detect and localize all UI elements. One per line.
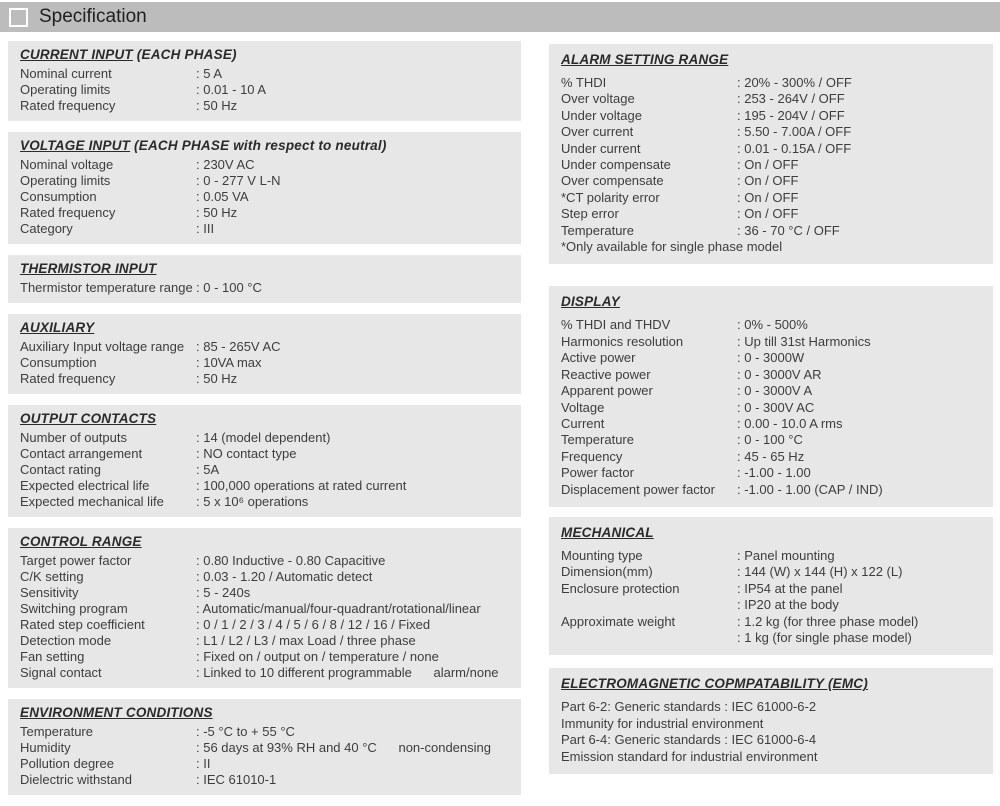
spec-row-label	[561, 597, 737, 613]
spec-row	[20, 494, 513, 510]
spec-row-label: Power factor	[561, 465, 634, 481]
spec-row-value: : Fixed on / output on / temperature / none	[196, 649, 439, 664]
spec-row	[20, 205, 513, 221]
section-title-suffix: (EACH PHASE with respect to neutral)	[130, 138, 387, 153]
spec-row-label: Nominal current	[20, 66, 112, 81]
spec-row-value: : 50 Hz	[196, 98, 238, 113]
spec-row-value: : -5 °C to + 55 °C	[196, 724, 295, 739]
spec-row-label: Signal contact	[20, 665, 102, 680]
spec-row-label: Enclosure protection	[561, 580, 680, 596]
spec-row-value: : 36 - 70 °C / OFF	[737, 222, 840, 238]
spec-row	[20, 772, 513, 788]
spec-row-value: : 195 - 204V / OFF	[737, 107, 845, 123]
spec-row	[20, 601, 513, 617]
spec-row-value: : 0 / 1 / 2 / 3 / 4 / 5 / 6 / 8 / 12 / 16 / Fixed	[196, 617, 431, 632]
spec-row-label	[561, 630, 737, 646]
spec-row-value: : Panel mounting	[737, 547, 835, 563]
spec-row	[20, 756, 513, 772]
spec-row-value: : 0.05 VA	[196, 189, 249, 204]
spec-row	[561, 206, 985, 222]
spec-row-label: Rated step coefficient	[20, 617, 145, 632]
section-title-text: VOLTAGE INPUT	[20, 138, 131, 153]
section-title	[20, 704, 513, 721]
spec-row-label: Rated frequency	[20, 371, 116, 386]
spec-row-value: : 0 - 277 V L-N	[196, 173, 281, 188]
spec-row-label: *CT polarity error	[561, 189, 660, 205]
spec-row-value: : 100,000 operations at rated current	[196, 478, 407, 493]
spec-row-value: : L1 / L2 / L3 / max Load / three phase	[196, 633, 416, 648]
spec-line: Part 6-2: Generic standards : IEC 61000-6-2	[561, 699, 817, 715]
section-title	[20, 260, 513, 277]
spec-row-value: : 230V AC	[196, 157, 255, 172]
spec-row-label: Harmonics resolution	[561, 333, 684, 349]
spec-section-voltage-input	[8, 132, 521, 244]
spec-row	[20, 82, 513, 98]
spec-row-value: : 0% - 500%	[737, 317, 808, 333]
spec-row	[561, 317, 985, 333]
spec-row	[20, 740, 513, 756]
spec-row-label: Number of outputs	[20, 430, 127, 445]
spec-row	[561, 432, 985, 448]
spec-row-value: : 56 days at 93% RH and 40 °C non-condensing	[196, 740, 491, 755]
spec-row	[561, 190, 985, 206]
spec-row	[20, 430, 513, 446]
spec-row-label: Humidity	[20, 740, 71, 755]
spec-row-value: : II	[196, 756, 211, 771]
spec-row-label: Approximate weight	[561, 613, 676, 629]
spec-row	[561, 124, 985, 140]
spec-row-label: Switching program	[20, 601, 128, 616]
spec-row-value: : 0 - 300V AC	[737, 399, 815, 415]
spec-section-display	[549, 286, 993, 506]
section-title-text: MECHANICAL	[561, 524, 654, 540]
spec-row-label: Target power factor	[20, 553, 132, 568]
section-title-text: CURRENT INPUT	[20, 47, 133, 62]
spec-column-left	[8, 41, 521, 806]
spec-row	[561, 334, 985, 350]
spec-row	[561, 630, 985, 646]
spec-section-output-contacts	[8, 405, 521, 517]
spec-row-value: : 45 - 65 Hz	[737, 448, 805, 464]
spec-row-value: : On / OFF	[737, 189, 799, 205]
spec-row	[561, 465, 985, 481]
section-title-text: OUTPUT CONTACTS	[20, 411, 157, 426]
spec-row-label: Current	[561, 415, 605, 431]
spec-row-label: Step error	[561, 206, 619, 222]
section-title-text: CONTROL RANGE	[20, 534, 142, 549]
spec-row-label: % THDI	[561, 75, 607, 90]
spec-row-label: Over compensate	[561, 173, 664, 189]
spec-row-value: : 5 A	[196, 66, 223, 81]
spec-row-value: : -1.00 - 1.00 (CAP / IND)	[737, 481, 883, 497]
spec-row	[561, 108, 985, 124]
spec-row	[561, 350, 985, 366]
spec-row	[561, 173, 985, 189]
spec-section-thermistor-input	[8, 255, 521, 303]
spec-row-label: Active power	[561, 350, 636, 366]
section-title-text: AUXILIARY	[20, 320, 95, 335]
spec-row-label: Pollution degree	[20, 756, 114, 771]
section-title-suffix: (EACH PHASE)	[132, 47, 237, 62]
section-title	[561, 293, 985, 310]
spec-row-label: Over voltage	[561, 91, 635, 107]
spec-row-value: : 5.50 - 7.00A / OFF	[737, 124, 852, 140]
spec-row-value: : 0.01 - 0.15A / OFF	[737, 140, 852, 156]
spec-row	[20, 98, 513, 114]
spec-row-label: Consumption	[20, 355, 97, 370]
spec-row	[20, 189, 513, 205]
spec-row-label: Operating limits	[20, 173, 111, 188]
square-outline-icon	[9, 8, 28, 27]
spec-row	[561, 223, 985, 239]
section-title-text: ENVIRONMENT CONDITIONS	[20, 705, 213, 720]
spec-row-label: Dielectric withstand	[20, 772, 132, 787]
spec-row-label: Dimension(mm)	[561, 564, 653, 580]
spec-row-label: Operating limits	[20, 82, 111, 97]
spec-row-label: Over current	[561, 124, 634, 140]
spec-row-value: : IEC 61010-1	[196, 772, 277, 787]
spec-section-environment-conditions	[8, 699, 521, 795]
section-title	[561, 51, 985, 68]
spec-row	[561, 157, 985, 173]
spec-section-auxiliary	[8, 314, 521, 394]
spec-row	[561, 91, 985, 107]
spec-row	[561, 416, 985, 432]
spec-row-label: Reactive power	[561, 366, 651, 382]
section-title	[20, 410, 513, 427]
spec-row-label: Sensitivity	[20, 585, 79, 600]
spec-row-value: : 253 - 264V / OFF	[737, 91, 845, 107]
spec-row-value: : 85 - 265V AC	[196, 339, 281, 354]
spec-row-value: : 14 (model dependent)	[196, 430, 331, 445]
spec-row	[20, 553, 513, 569]
spec-row-label: Fan setting	[20, 649, 85, 664]
spec-row-value: : III	[196, 221, 215, 236]
spec-row-value: : 0.01 - 10 A	[196, 82, 267, 97]
section-title	[20, 137, 513, 154]
spec-row	[561, 597, 985, 613]
spec-row-label: Contact rating	[20, 462, 101, 477]
spec-row	[561, 548, 985, 564]
spec-row-value: : 20% - 300% / OFF	[737, 75, 852, 90]
spec-row-value: : 0 - 3000W	[737, 350, 805, 366]
spec-row	[561, 581, 985, 597]
spec-row-label: Under voltage	[561, 107, 642, 123]
spec-row-value: : On / OFF	[737, 206, 799, 222]
spec-section-control-range	[8, 528, 521, 688]
spec-row-label: Rated frequency	[20, 205, 116, 220]
spec-row-label: Contact arrangement	[20, 446, 143, 461]
spec-row-value: : 0.03 - 1.20 / Automatic detect	[196, 569, 373, 584]
spec-row-label: % THDI and THDV	[561, 317, 671, 333]
section-title	[561, 675, 985, 692]
spec-row-label: Nominal voltage	[20, 157, 114, 172]
spec-row-label: Temperature	[20, 724, 93, 739]
spec-row	[20, 221, 513, 237]
spec-row-label: Under current	[561, 140, 641, 156]
spec-row-value: : 5 - 240s	[196, 585, 251, 600]
spec-row-label: Apparent power	[561, 383, 653, 399]
spec-row	[20, 173, 513, 189]
spec-row	[561, 75, 985, 91]
spec-row-value: : 1 kg (for single phase model)	[737, 629, 912, 645]
spec-row-label: Temperature	[561, 222, 634, 238]
spec-row-value: : 50 Hz	[196, 205, 238, 220]
spec-row-label: Mounting type	[561, 547, 643, 563]
spec-section-electromagnetic-compatibility-emc	[549, 668, 993, 774]
spec-row	[20, 617, 513, 633]
page-title: Specification	[39, 6, 147, 27]
section-title-text: DISPLAY	[561, 294, 620, 310]
spec-row-value: : On / OFF	[737, 157, 799, 173]
spec-row	[20, 649, 513, 665]
spec-row	[561, 614, 985, 630]
spec-row-label: C/K setting	[20, 569, 84, 584]
spec-row	[561, 367, 985, 383]
spec-row-value: : 10VA max	[196, 355, 262, 370]
spec-column-right	[549, 44, 993, 785]
section-title	[20, 319, 513, 336]
spec-row-value: : Linked to 10 different programmable alarm/none	[196, 665, 499, 680]
spec-row-value: : On / OFF	[737, 173, 799, 189]
spec-row-value: : NO contact type	[196, 446, 297, 461]
spec-row	[20, 665, 513, 681]
spec-row	[20, 462, 513, 478]
spec-row-label: Thermistor temperature range	[20, 280, 193, 295]
spec-row	[561, 400, 985, 416]
section-title	[561, 524, 985, 541]
spec-row-label: Expected electrical life	[20, 478, 150, 493]
spec-row-label: Expected mechanical life	[20, 494, 164, 509]
spec-row	[561, 564, 985, 580]
spec-row-value: : 0 - 3000V AR	[737, 366, 822, 382]
spec-row-value: : 0.00 - 10.0 A rms	[737, 415, 843, 431]
spec-row-label: Temperature	[561, 432, 634, 448]
spec-section-alarm-setting-range	[549, 44, 993, 264]
spec-row	[20, 446, 513, 462]
spec-row	[561, 141, 985, 157]
spec-row	[561, 449, 985, 465]
spec-row-label: Rated frequency	[20, 98, 116, 113]
spec-row-value: : 1.2 kg (for three phase model)	[737, 613, 919, 629]
section-title-text: ALARM SETTING RANGE	[561, 52, 729, 67]
spec-row-label: Voltage	[561, 399, 605, 415]
spec-row-label: Detection mode	[20, 633, 112, 648]
spec-row-value: : 50 Hz	[196, 371, 238, 386]
spec-row-value: : 0 - 100 °C	[737, 432, 803, 448]
spec-line: Emission standard for industrial environment	[561, 748, 818, 764]
spec-row	[20, 585, 513, 601]
spec-row	[20, 569, 513, 585]
spec-row	[561, 482, 985, 498]
spec-section-current-input	[8, 41, 521, 121]
spec-row-value: : 0.80 Inductive - 0.80 Capacitive	[196, 553, 386, 568]
spec-row-label: Under compensate	[561, 157, 671, 173]
section-title-text: ELECTROMAGNETIC COPMPATABILITY (EMC)	[561, 676, 868, 692]
spec-section-mechanical	[549, 517, 993, 655]
spec-line: Immunity for industrial environment	[561, 715, 764, 731]
spec-row	[20, 633, 513, 649]
section-title-text: THERMISTOR INPUT	[20, 261, 157, 276]
spec-row-value: : 5A	[196, 462, 220, 477]
spec-row	[20, 280, 513, 296]
spec-row-value: : 0 - 100 °C	[196, 280, 262, 295]
spec-row-label: Frequency	[561, 448, 623, 464]
spec-row-value: : 0 - 3000V A	[737, 383, 813, 399]
spec-row	[20, 157, 513, 173]
spec-row-value: : -1.00 - 1.00	[737, 465, 811, 481]
spec-line: Part 6-4: Generic standards : IEC 61000-6-4	[561, 732, 817, 748]
spec-row-label: Consumption	[20, 189, 97, 204]
spec-row-value: : 5 x 10⁶ operations	[196, 494, 309, 509]
spec-row	[561, 383, 985, 399]
header-bar	[0, 2, 1000, 32]
spec-row	[20, 724, 513, 740]
spec-row	[20, 371, 513, 387]
spec-row	[20, 478, 513, 494]
spec-row-value: : Up till 31st Harmonics	[737, 333, 871, 349]
spec-row-label: Auxiliary Input voltage range	[20, 339, 185, 354]
section-title	[20, 46, 513, 63]
spec-row-label: Displacement power factor	[561, 481, 715, 497]
spec-row	[20, 339, 513, 355]
spec-row	[20, 355, 513, 371]
spec-row-value: : 144 (W) x 144 (H) x 122 (L)	[737, 564, 903, 580]
spec-row-label: Category	[20, 221, 73, 236]
spec-row-value: : Automatic/manual/four-quadrant/rotational/linear	[196, 601, 481, 616]
section-title	[20, 533, 513, 550]
spec-row	[20, 66, 513, 82]
section-footnote: *Only available for single phase model	[561, 239, 783, 255]
spec-row-value: : IP20 at the body	[737, 597, 839, 613]
spec-row-value: : IP54 at the panel	[737, 580, 843, 596]
